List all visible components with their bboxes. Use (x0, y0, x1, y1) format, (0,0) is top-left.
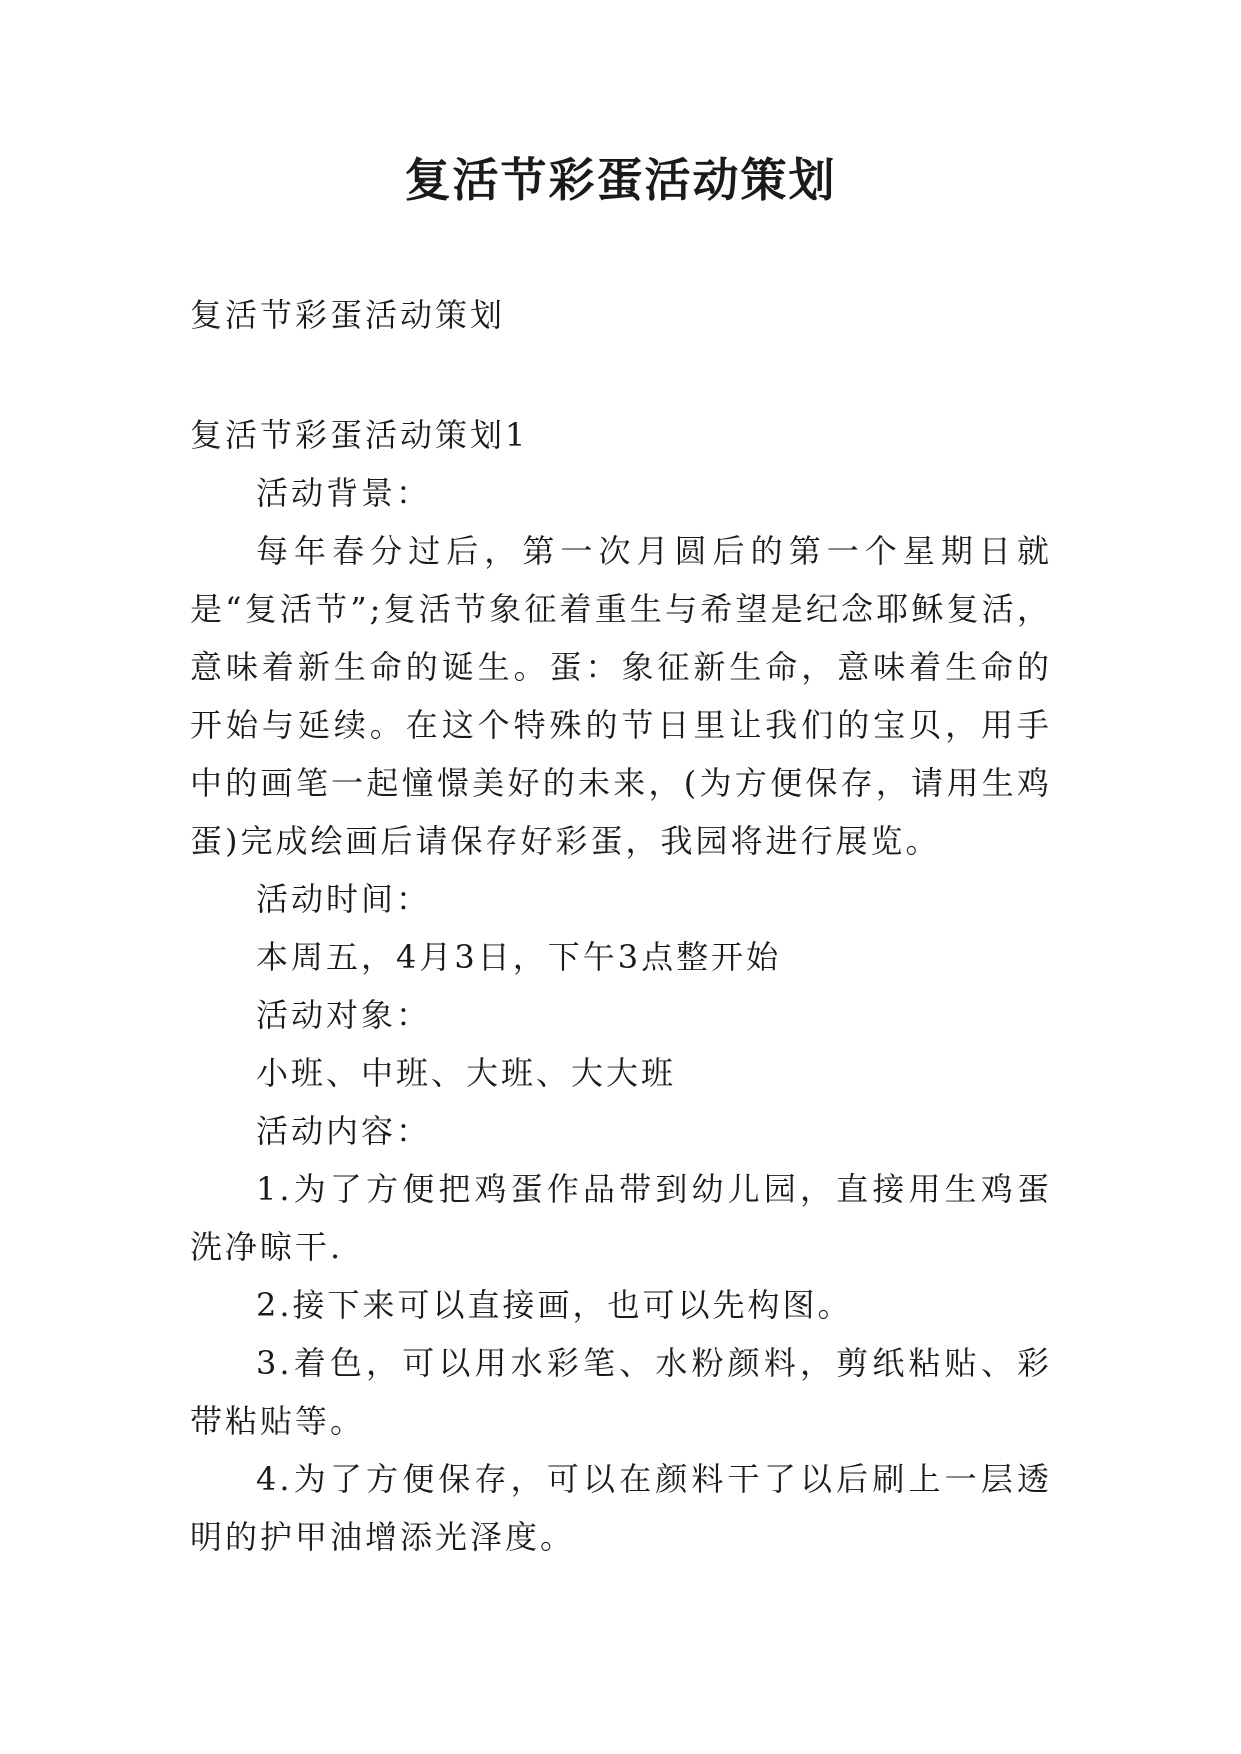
section-heading: 复活节彩蛋活动策划1 (190, 416, 529, 454)
document-subtitle: 复活节彩蛋活动策划 (190, 296, 506, 334)
content-item-4: 4.为了方便保存，可以在颜料干了以后刷上一层透明的护甲油增添光泽度。 (190, 1460, 1052, 1556)
paragraph-background: 每年春分过后，第一次月圆后的第一个星期日就是“复活节”;复活节象征着重生与希望是纪念耶稣复活，意味着新生命的诞生。蛋：象征新生命，意味着生命的开始与延续。在这个特殊的节日里让我们的宝贝，用手中的画笔一起憧憬美好的未来，(为方便保存，请用生鸡蛋)完成绘画后请保存好彩蛋，我园将进行展览。 (190, 532, 1052, 860)
content-item-1: 1.为了方便把鸡蛋作品带到幼儿园，直接用生鸡蛋洗净晾干. (190, 1170, 1052, 1266)
heading-time: 活动时间： (256, 880, 432, 918)
heading-background: 活动背景： (256, 474, 432, 512)
heading-audience: 活动对象： (256, 996, 432, 1034)
paragraph-time: 本周五，4月3日，下午3点整开始 (256, 938, 782, 976)
document-title: 复活节彩蛋活动策划 (404, 153, 837, 207)
content-item-2: 2.接下来可以直接画，也可以先构图。 (256, 1286, 853, 1324)
paragraph-audience: 小班、中班、大班、大大班 (256, 1054, 677, 1092)
document-body (190, 406, 1052, 1566)
content-item-3: 3.着色，可以用水彩笔、水粉颜料，剪纸粘贴、彩带粘贴等。 (190, 1344, 1052, 1440)
heading-content: 活动内容： (256, 1112, 432, 1150)
